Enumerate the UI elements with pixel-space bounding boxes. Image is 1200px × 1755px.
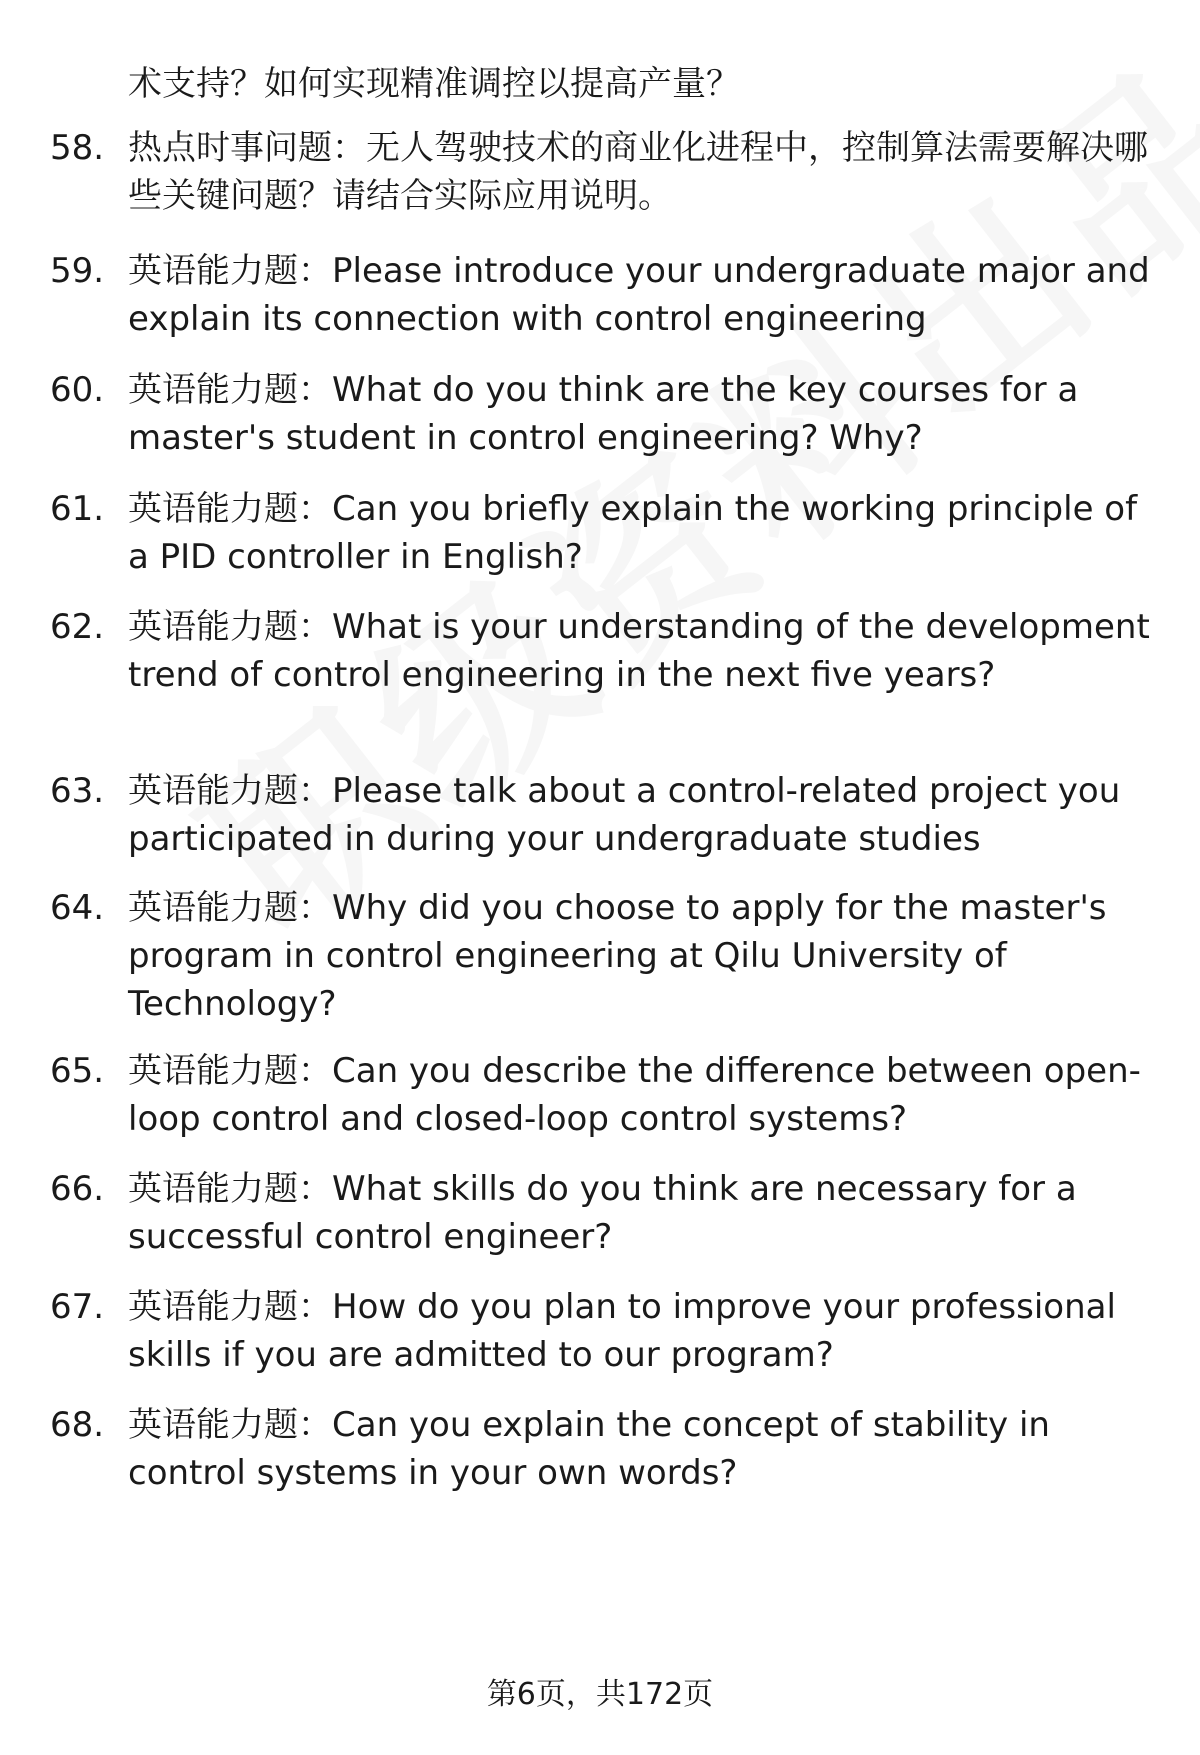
question-number: 61. (50, 489, 105, 529)
question-item (50, 1283, 1160, 1379)
question-text: 英语能力题：Can you explain the concept of stability in control systems in your own words? (128, 1405, 1050, 1493)
question-item (50, 1165, 1160, 1261)
question-item (50, 247, 1160, 343)
question-item (50, 124, 1160, 220)
question-item (50, 366, 1160, 462)
question-text: 英语能力题：What is your understanding of the development trend of control engineering in the next five years? (128, 607, 1150, 695)
question-number: 64. (50, 888, 105, 928)
question-item (50, 767, 1160, 863)
question-number: 65. (50, 1051, 105, 1091)
question-number: 62. (50, 607, 105, 647)
question-item (50, 884, 1160, 1028)
question-number: 59. (50, 251, 105, 291)
question-text: 英语能力题：Can you briefly explain the working principle of a PID controller in English? (128, 489, 1138, 577)
question-number: 63. (50, 771, 105, 811)
question-text: 热点时事问题：无人驾驶技术的商业化进程中，控制算法需要解决哪些关键问题？请结合实际应用说明。 (128, 128, 1148, 216)
question-number: 66. (50, 1169, 105, 1209)
question-item (50, 1047, 1160, 1143)
question-item (50, 1401, 1160, 1497)
question-text: 英语能力题：What do you think are the key courses for a master's student in control engineering? Why? (128, 370, 1079, 458)
question-item (50, 603, 1160, 699)
question-number: 68. (50, 1405, 105, 1445)
question-item (50, 485, 1160, 581)
question-text: 英语能力题：Please introduce your undergraduate major and explain its connection with control engineering (128, 251, 1150, 339)
question-text: 英语能力题：Please talk about a control-related project you participated in during your undergraduate studies (128, 771, 1121, 859)
question-text: 英语能力题：Can you describe the difference between open-loop control and closed-loop control systems? (128, 1051, 1141, 1139)
question-number: 58. (50, 128, 105, 168)
question-text: 英语能力题：How do you plan to improve your professional skills if you are admitted to our program? (128, 1287, 1116, 1375)
continuation-text: 术支持？如何实现精准调控以提高产量？ (128, 64, 740, 104)
question-text: 英语能力题：What skills do you think are necessary for a successful control engineer? (128, 1169, 1077, 1257)
question-text: 英语能力题：Why did you choose to apply for the master's program in control engineering at Qilu University of Technology? (128, 888, 1107, 1024)
page-footer: 第6页，共172页 (486, 1677, 714, 1712)
question-number: 60. (50, 370, 105, 410)
question-number: 67. (50, 1287, 105, 1327)
